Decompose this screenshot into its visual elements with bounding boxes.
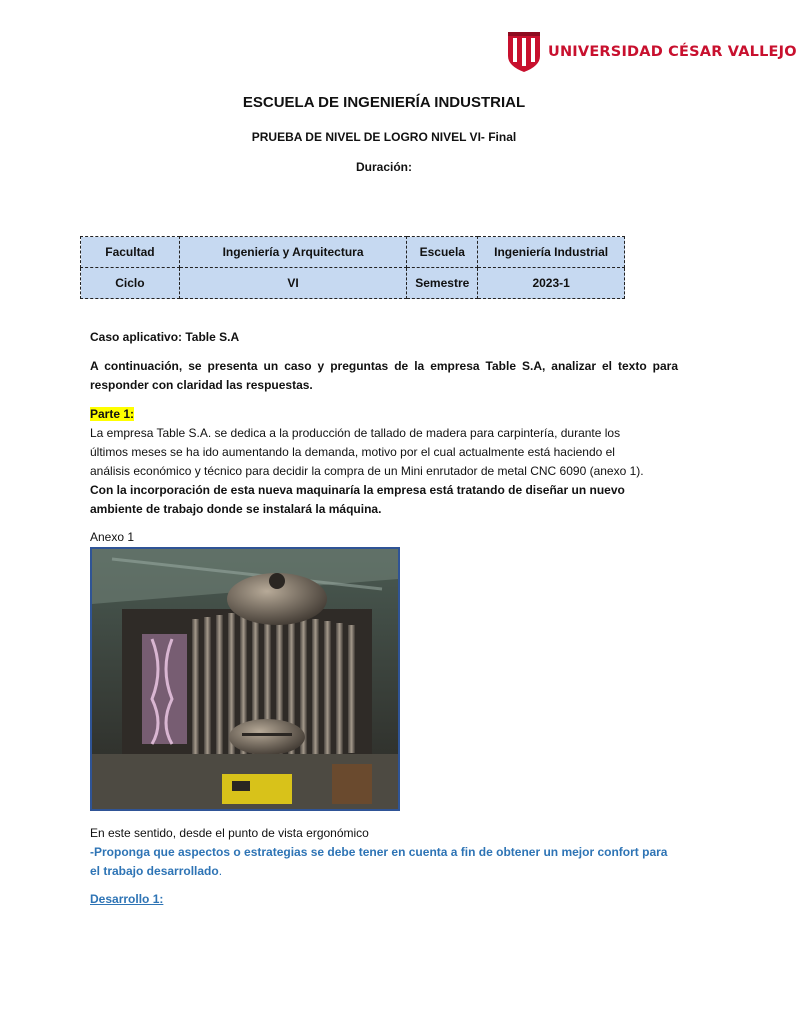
case-body-line: La empresa Table S.A. se dedica a la producción de tallado de madera para carpintería, durante los	[90, 426, 621, 440]
part-1-section	[90, 405, 678, 424]
faculty-value: Ingeniería y Arquitectura	[179, 237, 406, 268]
ergonomic-intro: En este sentido, desde el punto de vista ergonómico	[90, 826, 369, 840]
university-logo-text: UNIVERSIDAD CÉSAR VALLEJO	[548, 44, 797, 60]
development-1-label: Desarrollo 1:	[90, 892, 164, 906]
cycle-value: VI	[179, 268, 406, 299]
cycle-label: Ciclo	[81, 268, 180, 299]
question-1	[90, 843, 678, 881]
school-value: Ingeniería Industrial	[478, 237, 625, 268]
industrial-machine-image	[92, 549, 398, 809]
duration-label: Duración:	[355, 160, 412, 174]
question-1-period: .	[218, 864, 223, 878]
case-title: Caso aplicativo: Table S.A	[90, 330, 240, 344]
case-intro: A continuación, se presenta un caso y preguntas de la empresa Table S.A, analizar el texto para responder con claridad las respuestas.	[90, 359, 678, 392]
table-row	[81, 237, 625, 268]
semester-label: Semestre	[407, 268, 478, 299]
question-1-text: -Proponga que aspectos o estrategias se debe tener en cuenta a fin de obtener un mejor confort para el trabajo desarrollado	[90, 845, 668, 878]
annex-label: Anexo 1	[90, 530, 135, 544]
case-body-bold-line: ambiente de trabajo donde se instalará la máquina.	[90, 502, 382, 516]
table-row	[81, 268, 625, 299]
part-1-label: Parte 1:	[90, 407, 135, 421]
university-shield-icon	[508, 32, 540, 72]
case-body	[90, 424, 678, 519]
exam-subtitle: PRUEBA DE NIVEL DE LOGRO NIVEL VI- Final	[251, 130, 517, 144]
case-body-bold-line: Con la incorporación de esta nueva maquinaría la empresa está tratando de diseñar un nuevo	[90, 483, 625, 497]
case-body-line: últimos meses se ha ido aumentando la demanda, motivo por el cual actualmente está haciendo el	[90, 445, 615, 459]
page-title: ESCUELA DE INGENIERÍA INDUSTRIAL	[242, 94, 526, 111]
semester-value: 2023-1	[478, 268, 625, 299]
school-label: Escuela	[407, 237, 478, 268]
case-body-line: análisis económico y técnico para decidir la compra de un Mini enrutador de metal CNC 6090 (anexo 1).	[90, 464, 644, 478]
annex-1-machine-photo	[90, 547, 400, 811]
faculty-label: Facultad	[81, 237, 180, 268]
university-logo	[508, 32, 797, 72]
course-info-table	[80, 236, 625, 299]
